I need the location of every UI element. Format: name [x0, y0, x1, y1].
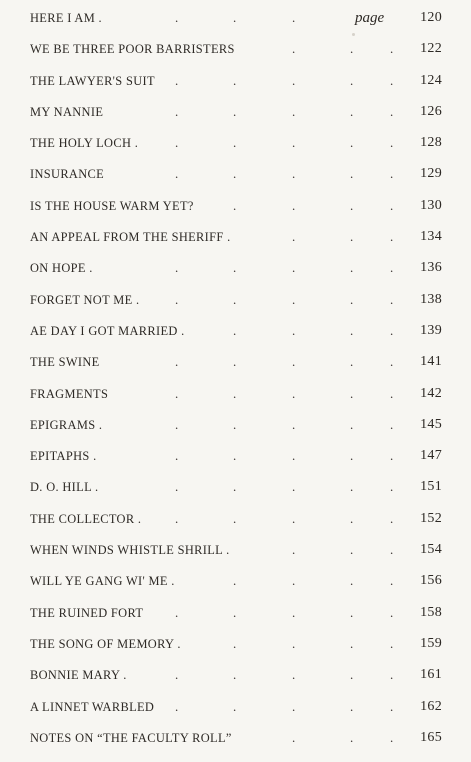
leader-dot: .	[390, 698, 394, 714]
dot-leader	[30, 507, 442, 531]
leader-dot: .	[175, 103, 179, 119]
leader-dot: .	[350, 542, 354, 558]
leader-dot: .	[292, 135, 296, 151]
leader-dot: .	[292, 385, 296, 401]
leader-dot: .	[390, 667, 394, 683]
dot-leader	[30, 131, 442, 155]
leader-dot: .	[350, 103, 354, 119]
toc-entry	[30, 162, 442, 193]
dot-leader	[30, 601, 442, 625]
leader-dot: .	[292, 197, 296, 213]
leader-dot: .	[292, 291, 296, 307]
toc-entry	[30, 569, 442, 600]
leader-dot: .	[175, 604, 179, 620]
leader-dot: .	[350, 416, 354, 432]
entry-title: BONNIE MARY .	[30, 668, 127, 683]
leader-dot: .	[390, 135, 394, 151]
leader-dot: .	[233, 448, 237, 464]
entry-page: 151	[420, 479, 442, 495]
leader-dot: .	[390, 322, 394, 338]
leader-dot: .	[292, 573, 296, 589]
entry-page: 129	[420, 166, 442, 182]
leader-dot: .	[390, 510, 394, 526]
entry-title: THE SONG OF MEMORY .	[30, 636, 181, 651]
leader-dot: .	[350, 573, 354, 589]
leader-dot: .	[350, 166, 354, 182]
leader-dot: .	[350, 197, 354, 213]
entry-page: 128	[420, 135, 442, 151]
dot-leader	[30, 256, 442, 280]
dot-leader	[30, 319, 442, 343]
leader-dot: .	[350, 635, 354, 651]
toc-entry	[30, 6, 442, 37]
dot-leader	[30, 37, 442, 61]
leader-dot: .	[390, 479, 394, 495]
leader-dot: .	[175, 667, 179, 683]
paper-speck	[352, 33, 355, 36]
leader-dot: .	[292, 510, 296, 526]
entry-title: THE HOLY LOCH .	[30, 136, 139, 151]
leader-dot: .	[390, 197, 394, 213]
dot-leader	[30, 194, 442, 218]
dot-leader	[30, 100, 442, 124]
entry-title: ON HOPE .	[30, 261, 93, 276]
toc-entry	[30, 256, 442, 287]
leader-dot: .	[390, 573, 394, 589]
dot-leader	[30, 663, 442, 687]
leader-dot: .	[292, 103, 296, 119]
leader-dot: .	[292, 322, 296, 338]
leader-dot: .	[233, 103, 237, 119]
entry-title: WILL YE GANG WI' ME .	[30, 574, 175, 589]
toc-entry	[30, 37, 442, 68]
toc-entry	[30, 350, 442, 381]
leader-dot: .	[292, 354, 296, 370]
entry-title: FRAGMENTS	[30, 386, 109, 401]
entry-page: 134	[420, 229, 442, 245]
leader-dot: .	[390, 229, 394, 245]
toc-entry	[30, 444, 442, 475]
toc-entry	[30, 131, 442, 162]
dot-leader	[30, 350, 442, 374]
entry-title: THE SWINE	[30, 355, 100, 370]
leader-dot: .	[350, 135, 354, 151]
leader-dot: .	[350, 510, 354, 526]
entry-page: 159	[420, 635, 442, 651]
leader-dot: .	[350, 260, 354, 276]
leader-dot: .	[175, 698, 179, 714]
leader-dot: .	[292, 41, 296, 57]
leader-dot: .	[233, 698, 237, 714]
leader-dot: .	[350, 41, 354, 57]
leader-dot: .	[175, 510, 179, 526]
entry-page: 130	[420, 197, 442, 213]
toc-entry	[30, 225, 442, 256]
toc-entry	[30, 194, 442, 225]
entry-title: WHEN WINDS WHISTLE SHRILL .	[30, 543, 230, 558]
dot-leader	[30, 69, 442, 93]
dot-leader	[30, 288, 442, 312]
entry-page: 120	[420, 10, 442, 25]
leader-dot: .	[350, 479, 354, 495]
leader-dot: .	[390, 542, 394, 558]
toc-entry	[30, 69, 442, 100]
leader-dot: .	[390, 448, 394, 464]
leader-dot: .	[175, 166, 179, 182]
entry-title: WE BE THREE POOR BARRISTERS	[30, 42, 235, 57]
leader-dot: .	[233, 635, 237, 651]
leader-dot: .	[233, 260, 237, 276]
entry-page: 141	[420, 354, 442, 370]
entry-page: 161	[420, 667, 442, 683]
entry-title: AN APPEAL FROM THE SHERIFF .	[30, 230, 231, 245]
leader-dot: .	[350, 604, 354, 620]
entry-title: NOTES ON “THE FACULTY ROLL”	[30, 730, 232, 745]
leader-dot: .	[390, 729, 394, 745]
leader-dot: .	[350, 322, 354, 338]
leader-dot: .	[175, 416, 179, 432]
leader-dot: .	[292, 479, 296, 495]
dot-leader	[30, 695, 442, 719]
dot-leader	[30, 632, 442, 656]
leader-dot: .	[175, 291, 179, 307]
leader-dot: .	[292, 604, 296, 620]
leader-dot: .	[390, 635, 394, 651]
leader-dot: .	[292, 698, 296, 714]
dot-leader	[30, 726, 442, 750]
toc-entry	[30, 319, 442, 350]
leader-dot: .	[233, 10, 237, 25]
leader-dot: .	[233, 322, 237, 338]
leader-dot: .	[233, 135, 237, 151]
toc-entry	[30, 382, 442, 413]
leader-dot: .	[233, 479, 237, 495]
entry-page: 156	[420, 573, 442, 589]
entry-page: 162	[420, 698, 442, 714]
entry-page: 122	[420, 41, 442, 57]
leader-dot: .	[292, 729, 296, 745]
leader-dot: .	[390, 41, 394, 57]
toc-entry	[30, 413, 442, 444]
entry-title: THE LAWYER'S SUIT	[30, 73, 155, 88]
dot-leader	[30, 413, 442, 437]
leader-dot: .	[390, 604, 394, 620]
entry-page: 145	[420, 416, 442, 432]
leader-dot: .	[350, 229, 354, 245]
leader-dot: .	[292, 229, 296, 245]
leader-dot: .	[175, 135, 179, 151]
entry-page: 158	[420, 604, 442, 620]
entry-page: 165	[420, 729, 442, 745]
toc-entry	[30, 632, 442, 663]
toc-entry	[30, 538, 442, 569]
leader-dot: .	[233, 604, 237, 620]
leader-dot: .	[292, 10, 296, 25]
dot-leader	[30, 162, 442, 186]
entry-title: THE RUINED FORT	[30, 605, 144, 620]
entry-page: 138	[420, 291, 442, 307]
leader-dot: .	[233, 510, 237, 526]
leader-dot: .	[350, 385, 354, 401]
leader-dot: .	[390, 354, 394, 370]
entry-page: 136	[420, 260, 442, 276]
dot-leader	[30, 475, 442, 499]
entry-title: THE COLLECTOR .	[30, 511, 142, 526]
leader-dot: .	[175, 385, 179, 401]
toc-entry	[30, 663, 442, 694]
entry-title: AE DAY I GOT MARRIED .	[30, 323, 185, 338]
leader-dot: .	[350, 729, 354, 745]
leader-dot: .	[233, 416, 237, 432]
toc-entry	[30, 288, 442, 319]
page-label: page	[355, 10, 385, 26]
leader-dot: .	[233, 291, 237, 307]
leader-dot: .	[292, 260, 296, 276]
leader-dot: .	[390, 385, 394, 401]
entry-page: 124	[420, 72, 442, 88]
dot-leader	[30, 569, 442, 593]
leader-dot: .	[390, 416, 394, 432]
leader-dot: .	[292, 72, 296, 88]
entry-page: 126	[420, 103, 442, 119]
entry-title: A LINNET WARBLED	[30, 699, 155, 714]
leader-dot: .	[350, 354, 354, 370]
table-of-contents	[30, 6, 442, 757]
leader-dot: .	[175, 354, 179, 370]
leader-dot: .	[233, 166, 237, 182]
entry-title: EPITAPHS .	[30, 449, 97, 464]
leader-dot: .	[175, 448, 179, 464]
toc-entry	[30, 507, 442, 538]
leader-dot: .	[292, 635, 296, 651]
toc-entry	[30, 100, 442, 131]
leader-dot: .	[292, 166, 296, 182]
leader-dot: .	[390, 166, 394, 182]
leader-dot: .	[233, 197, 237, 213]
toc-entry	[30, 475, 442, 506]
leader-dot: .	[233, 667, 237, 683]
toc-entry	[30, 726, 442, 757]
leader-dot: .	[292, 416, 296, 432]
leader-dot: .	[233, 385, 237, 401]
leader-dot: .	[233, 573, 237, 589]
leader-dot: .	[390, 103, 394, 119]
leader-dot: .	[233, 72, 237, 88]
leader-dot: .	[292, 448, 296, 464]
entry-page: 147	[420, 448, 442, 464]
dot-leader	[30, 538, 442, 562]
entry-title: HERE I AM .	[30, 11, 102, 25]
leader-dot: .	[390, 291, 394, 307]
entry-title: D. O. HILL .	[30, 480, 99, 495]
leader-dot: .	[390, 72, 394, 88]
leader-dot: .	[175, 479, 179, 495]
leader-dot: .	[390, 260, 394, 276]
toc-entry	[30, 695, 442, 726]
dot-leader	[30, 444, 442, 468]
entry-title: IS THE HOUSE WARM YET?	[30, 198, 194, 213]
entry-title: INSURANCE	[30, 167, 105, 182]
entry-title: FORGET NOT ME .	[30, 292, 140, 307]
entry-title: MY NANNIE	[30, 104, 104, 119]
toc-entry	[30, 601, 442, 632]
leader-dot: .	[350, 72, 354, 88]
leader-dot: .	[350, 667, 354, 683]
leader-dot: .	[175, 72, 179, 88]
leader-dot: .	[350, 698, 354, 714]
leader-dot: .	[292, 542, 296, 558]
leader-dot: .	[233, 354, 237, 370]
entry-title: EPIGRAMS .	[30, 417, 103, 432]
dot-leader	[30, 382, 442, 406]
entry-page: 154	[420, 542, 442, 558]
dot-leader	[30, 225, 442, 249]
leader-dot: .	[292, 667, 296, 683]
entry-page: 152	[420, 510, 442, 526]
entry-page: 139	[420, 322, 442, 338]
entry-page: 142	[420, 385, 442, 401]
leader-dot: .	[175, 260, 179, 276]
leader-dot: .	[350, 291, 354, 307]
leader-dot: .	[175, 10, 179, 25]
leader-dot: .	[350, 448, 354, 464]
